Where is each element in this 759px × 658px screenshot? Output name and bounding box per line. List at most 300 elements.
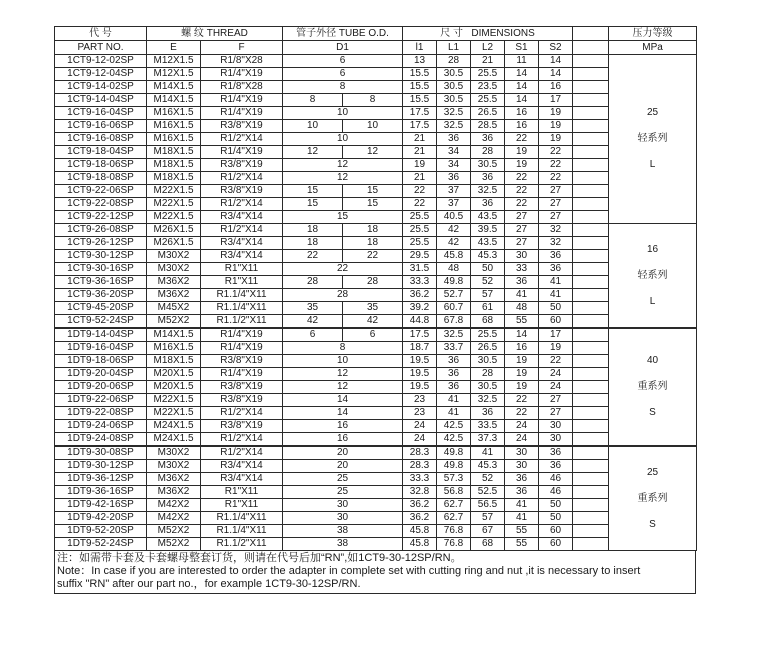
L1-cell: 62.7 [437, 499, 471, 512]
L1-cell: 45.8 [437, 250, 471, 263]
thread-f-cell: R1/4"X19 [201, 342, 283, 355]
L2-cell: 23.5 [471, 81, 505, 94]
thread-f-cell: R3/8"X19 [201, 394, 283, 407]
S1-cell: 19 [505, 368, 539, 381]
L2-cell: 28.5 [471, 120, 505, 133]
tube-d1-cell: 28 [283, 289, 403, 302]
table-row [55, 512, 697, 525]
column-gap [573, 446, 609, 460]
thread-f-cell: R1.1/2"X11 [201, 538, 283, 551]
thread-f-cell: R3/4"X14 [201, 250, 283, 263]
S2-cell: 14 [539, 55, 573, 68]
l1-cell: 21 [403, 172, 437, 185]
S2-cell: 36 [539, 446, 573, 460]
l1-cell: 25.5 [403, 211, 437, 224]
L1-cell: 56.8 [437, 486, 471, 499]
L1-cell: 42 [437, 224, 471, 237]
L2-cell: 36 [471, 133, 505, 146]
thread-e-cell: M14X1.5 [147, 328, 201, 342]
S1-cell: 14 [505, 68, 539, 81]
L2-cell: 52 [471, 473, 505, 486]
tube-d1-alt-cell: 12 [343, 146, 403, 159]
L1-cell: 30.5 [437, 81, 471, 94]
column-gap [573, 355, 609, 368]
table-row [55, 407, 697, 420]
L1-cell: 41 [437, 407, 471, 420]
L1-cell: 30.5 [437, 94, 471, 107]
L1-cell: 28 [437, 55, 471, 68]
S1-cell: 36 [505, 473, 539, 486]
L1-cell: 67.8 [437, 315, 471, 329]
L2-cell: 50 [471, 263, 505, 276]
table-row [55, 499, 697, 512]
l1-cell: 45.8 [403, 538, 437, 551]
L2-cell: 43.5 [471, 211, 505, 224]
S1-cell: 36 [505, 486, 539, 499]
thread-f-cell: R1/4"X19 [201, 328, 283, 342]
column-gap [573, 315, 609, 329]
header-gap [573, 41, 609, 55]
S1-cell: 36 [505, 276, 539, 289]
part-no-cell: 1CT9-16-08SP [55, 133, 147, 146]
S1-cell: 14 [505, 328, 539, 342]
table-row [55, 68, 697, 81]
thread-f-cell: R1.1/2"X11 [201, 315, 283, 329]
S2-cell: 50 [539, 302, 573, 315]
l1-cell: 36.2 [403, 499, 437, 512]
L2-cell: 32.5 [471, 185, 505, 198]
l1-cell: 15.5 [403, 68, 437, 81]
header-row-1 [55, 27, 697, 41]
tube-d1-header: D1 [283, 41, 403, 55]
L1-cell: 32.5 [437, 120, 471, 133]
thread-f-cell: R3/4"X14 [201, 473, 283, 486]
table-row [55, 185, 697, 198]
table-row [55, 211, 697, 224]
l1-cell: 17.5 [403, 328, 437, 342]
part-no-cell: 1DT9-36-12SP [55, 473, 147, 486]
S1-cell: 41 [505, 289, 539, 302]
thread-f-cell: R3/8"X19 [201, 185, 283, 198]
tube-d1-cell: 12 [283, 381, 403, 394]
tube-d1-cell: 20 [283, 460, 403, 473]
S2-cell: 27 [539, 394, 573, 407]
series-code: S [649, 407, 656, 418]
thread-e-cell: M18X1.5 [147, 172, 201, 185]
column-gap [573, 473, 609, 486]
l1-cell: 18.7 [403, 342, 437, 355]
thread-e-cell: M12X1.5 [147, 55, 201, 68]
tube-d1-cell: 8 [283, 342, 403, 355]
S2-cell: 17 [539, 328, 573, 342]
table-row [55, 394, 697, 407]
tube-d1-cell: 12 [283, 368, 403, 381]
l1-cell: 25.5 [403, 237, 437, 250]
pressure-header-zh: 压力等级 [609, 27, 697, 41]
table-row [55, 289, 697, 302]
thread-e-cell: M30X2 [147, 446, 201, 460]
S2-cell: 30 [539, 420, 573, 433]
pressure-mpa: 25 [646, 466, 659, 478]
S2-cell: 27 [539, 407, 573, 420]
S1-cell: 30 [505, 250, 539, 263]
S2-cell: 27 [539, 185, 573, 198]
S1-cell: 22 [505, 198, 539, 211]
tube-d1-alt-cell: 15 [343, 185, 403, 198]
column-gap [573, 263, 609, 276]
part-no-cell: 1CT9-12-04SP [55, 68, 147, 81]
table-row [55, 460, 697, 473]
column-gap [573, 159, 609, 172]
tube-d1-cell: 15 [283, 198, 343, 211]
l1-cell: 44.8 [403, 315, 437, 329]
part-no-cell: 1CT9-30-16SP [55, 263, 147, 276]
S2-cell: 30 [539, 433, 573, 447]
L2-cell: 57 [471, 289, 505, 302]
table-row [55, 107, 697, 120]
l1-cell: 39.2 [403, 302, 437, 315]
tube-d1-cell: 12 [283, 146, 343, 159]
part-no-cell: 1CT9-22-08SP [55, 198, 147, 211]
series-code: L [649, 295, 656, 307]
column-gap [573, 328, 609, 342]
part-no-cell: 1CT9-14-04SP [55, 94, 147, 107]
S1-cell: 24 [505, 433, 539, 447]
S2-cell: 24 [539, 368, 573, 381]
S2-cell: 32 [539, 237, 573, 250]
thread-f-cell: R1"X11 [201, 486, 283, 499]
thread-f-cell: R3/4"X14 [201, 237, 283, 250]
thread-e-cell: M22X1.5 [147, 185, 201, 198]
thread-f-cell: R3/8"X19 [201, 355, 283, 368]
table-row [55, 120, 697, 133]
S1-cell: 30 [505, 460, 539, 473]
thread-e-cell: M22X1.5 [147, 211, 201, 224]
l1-cell: 19.5 [403, 368, 437, 381]
tube-d1-cell: 10 [283, 355, 403, 368]
thread-e-cell: M26X1.5 [147, 224, 201, 237]
part-no-cell: 1DT9-36-16SP [55, 486, 147, 499]
table-row [55, 433, 697, 447]
part-no-cell: 1DT9-20-06SP [55, 381, 147, 394]
L2-cell: 41 [471, 446, 505, 460]
part-no-header: PART NO. [55, 41, 147, 55]
part-no-cell: 1DT9-18-06SP [55, 355, 147, 368]
S1-cell: 14 [505, 94, 539, 107]
l1-cell: 24 [403, 420, 437, 433]
L1-cell: 36 [437, 355, 471, 368]
L2-cell: 52.5 [471, 486, 505, 499]
column-gap [573, 407, 609, 420]
thread-f-cell: R1"X11 [201, 276, 283, 289]
tube-d1-cell: 20 [283, 446, 403, 460]
column-gap [573, 512, 609, 525]
L1-header: L1 [437, 41, 471, 55]
thread-f-cell: R1/8"X28 [201, 55, 283, 68]
thread-e-cell: M30X2 [147, 250, 201, 263]
thread-f-cell: R1"X11 [201, 263, 283, 276]
S2-cell: 41 [539, 289, 573, 302]
l1-cell: 36.2 [403, 512, 437, 525]
L1-cell: 36 [437, 368, 471, 381]
column-gap [573, 289, 609, 302]
part-no-cell: 1CT9-22-12SP [55, 211, 147, 224]
tube-d1-cell: 12 [283, 172, 403, 185]
L1-cell: 76.8 [437, 538, 471, 551]
thread-e-cell: M14X1.5 [147, 94, 201, 107]
thread-f-cell: R1.1/4"X11 [201, 525, 283, 538]
tube-d1-cell: 10 [283, 107, 403, 120]
l1-cell: 23 [403, 394, 437, 407]
column-gap [573, 250, 609, 263]
L2-cell: 36 [471, 198, 505, 211]
l1-cell: 36.2 [403, 289, 437, 302]
series-code: S [649, 518, 656, 530]
note-zh: 注：如需带卡套及卡套螺母整套订货，则请在代号后加“RN”,如1CT9-30-12SP/RN。 [57, 552, 462, 564]
thread-e-cell: M42X2 [147, 499, 201, 512]
part-no-cell: 1DT9-42-20SP [55, 512, 147, 525]
L1-cell: 52.7 [437, 289, 471, 302]
L1-cell: 40.5 [437, 211, 471, 224]
thread-f-cell: R1/2"X14 [201, 133, 283, 146]
S1-cell: 27 [505, 237, 539, 250]
pressure-group-cell [609, 446, 697, 551]
table-row [55, 55, 697, 68]
L1-cell: 37 [437, 198, 471, 211]
L2-cell: 68 [471, 315, 505, 329]
table-row [55, 198, 697, 211]
column-gap [573, 460, 609, 473]
S2-cell: 46 [539, 486, 573, 499]
L2-cell: 30.5 [471, 355, 505, 368]
S2-cell: 17 [539, 94, 573, 107]
S1-cell: 55 [505, 315, 539, 329]
tube-d1-alt-cell: 6 [343, 328, 403, 342]
L2-cell: 67 [471, 525, 505, 538]
tube-d1-cell: 38 [283, 538, 403, 551]
part-no-cell: 1CT9-18-04SP [55, 146, 147, 159]
thread-f-cell: R1/8"X28 [201, 81, 283, 94]
l1-cell: 22 [403, 185, 437, 198]
thread-f-cell: R1/2"X14 [201, 446, 283, 460]
part-no-cell: 1DT9-24-08SP [55, 433, 147, 447]
thread-e-cell: M16X1.5 [147, 120, 201, 133]
pressure-mpa: 16 [646, 243, 659, 255]
part-no-cell: 1CT9-26-08SP [55, 224, 147, 237]
L2-header: L2 [471, 41, 505, 55]
S1-cell: 27 [505, 224, 539, 237]
tube-d1-cell: 16 [283, 420, 403, 433]
thread-f-cell: R3/8"X19 [201, 420, 283, 433]
part-no-cell: 1DT9-14-04SP [55, 328, 147, 342]
S1-cell: 27 [505, 211, 539, 224]
column-gap [573, 120, 609, 133]
L2-cell: 61 [471, 302, 505, 315]
S1-cell: 41 [505, 512, 539, 525]
l1-cell: 22 [403, 198, 437, 211]
l1-cell: 17.5 [403, 120, 437, 133]
part-no-cell: 1CT9-26-12SP [55, 237, 147, 250]
l1-cell: 19 [403, 159, 437, 172]
thread-f-cell: R3/4"X14 [201, 460, 283, 473]
L2-cell: 25.5 [471, 328, 505, 342]
tube-d1-cell: 8 [283, 81, 403, 94]
L2-cell: 37.3 [471, 433, 505, 447]
tube-d1-alt-cell: 35 [343, 302, 403, 315]
S1-cell: 16 [505, 342, 539, 355]
tube-d1-cell: 12 [283, 159, 403, 172]
L1-cell: 36 [437, 381, 471, 394]
series-code: L [649, 159, 656, 170]
thread-f-cell: R1/4"X19 [201, 68, 283, 81]
column-gap [573, 146, 609, 159]
S2-cell: 22 [539, 159, 573, 172]
L1-cell: 76.8 [437, 525, 471, 538]
thread-e-cell: M16X1.5 [147, 342, 201, 355]
tube-d1-alt-cell: 10 [343, 120, 403, 133]
L1-cell: 62.7 [437, 512, 471, 525]
S2-cell: 60 [539, 315, 573, 329]
S1-cell: 22 [505, 407, 539, 420]
note-en-line-2: suffix "RN" after our part no.，for example 1CT9-30-12SP/RN. [57, 578, 361, 590]
L2-cell: 36 [471, 172, 505, 185]
tube-d1-cell: 15 [283, 185, 343, 198]
tube-d1-alt-cell: 28 [343, 276, 403, 289]
S2-cell: 19 [539, 133, 573, 146]
dimensions-header: 尺 寸 DIMENSIONS [403, 27, 573, 41]
table-row [55, 328, 697, 342]
tube-d1-cell: 22 [283, 263, 403, 276]
S1-cell: 22 [505, 133, 539, 146]
table-row [55, 355, 697, 368]
part-no-cell: 1CT9-45-20SP [55, 302, 147, 315]
l1-header: l1 [403, 41, 437, 55]
column-gap [573, 185, 609, 198]
S2-cell: 46 [539, 473, 573, 486]
tube-d1-cell: 28 [283, 276, 343, 289]
thread-e-cell: M14X1.5 [147, 81, 201, 94]
tube-d1-cell: 22 [283, 250, 343, 263]
thread-e-header: E [147, 41, 201, 55]
thread-f-cell: R3/8"X19 [201, 120, 283, 133]
l1-cell: 17.5 [403, 107, 437, 120]
column-gap [573, 94, 609, 107]
tube-d1-cell: 14 [283, 394, 403, 407]
L1-cell: 57.3 [437, 473, 471, 486]
pressure-group-cell [609, 55, 697, 224]
thread-e-cell: M45X2 [147, 302, 201, 315]
tube-d1-alt-cell: 42 [343, 315, 403, 329]
table-row [55, 133, 697, 146]
thread-f-cell: R3/8"X19 [201, 381, 283, 394]
L1-cell: 34 [437, 159, 471, 172]
part-no-cell: 1DT9-16-04SP [55, 342, 147, 355]
thread-f-cell: R1.1/4"X11 [201, 512, 283, 525]
L1-cell: 60.7 [437, 302, 471, 315]
part-no-cell: 1CT9-18-06SP [55, 159, 147, 172]
l1-cell: 23 [403, 407, 437, 420]
series-name-zh: 重系列 [637, 381, 668, 392]
tube-d1-cell: 38 [283, 525, 403, 538]
l1-cell: 13 [403, 55, 437, 68]
L1-cell: 42.5 [437, 433, 471, 447]
column-gap [573, 486, 609, 499]
part-no-cell: 1DT9-22-08SP [55, 407, 147, 420]
table-row [55, 342, 697, 355]
table-row [55, 473, 697, 486]
series-name-zh: 轻系列 [637, 269, 668, 281]
table-row [55, 237, 697, 250]
column-gap [573, 433, 609, 447]
dimension-table [54, 26, 697, 551]
column-gap [573, 538, 609, 551]
S1-cell: 55 [505, 525, 539, 538]
column-gap [573, 68, 609, 81]
S2-cell: 16 [539, 81, 573, 94]
S1-cell: 14 [505, 81, 539, 94]
thread-e-cell: M52X2 [147, 315, 201, 329]
l1-cell: 21 [403, 133, 437, 146]
thread-e-cell: M22X1.5 [147, 198, 201, 211]
L2-cell: 26.5 [471, 107, 505, 120]
tube-d1-cell: 25 [283, 486, 403, 499]
tube-d1-cell: 18 [283, 224, 343, 237]
column-gap [573, 342, 609, 355]
pressure-group-cell [609, 224, 697, 329]
tube-d1-cell: 42 [283, 315, 343, 329]
S2-cell: 50 [539, 499, 573, 512]
l1-cell: 28.3 [403, 460, 437, 473]
column-gap [573, 55, 609, 68]
tube-d1-alt-cell: 18 [343, 237, 403, 250]
thread-f-cell: R1/2"X14 [201, 198, 283, 211]
L2-cell: 21 [471, 55, 505, 68]
L2-cell: 25.5 [471, 94, 505, 107]
S1-cell: 48 [505, 302, 539, 315]
S2-cell: 22 [539, 355, 573, 368]
S2-cell: 32 [539, 224, 573, 237]
L1-cell: 32.5 [437, 107, 471, 120]
part-no-cell: 1CT9-30-12SP [55, 250, 147, 263]
thread-e-cell: M18X1.5 [147, 146, 201, 159]
part-no-cell: 1DT9-24-06SP [55, 420, 147, 433]
thread-f-cell: R3/4"X14 [201, 211, 283, 224]
S1-cell: 19 [505, 159, 539, 172]
part-no-cell: 1DT9-30-12SP [55, 460, 147, 473]
S2-cell: 60 [539, 525, 573, 538]
thread-e-cell: M24X1.5 [147, 420, 201, 433]
column-gap [573, 107, 609, 120]
table-row [55, 486, 697, 499]
S1-cell: 33 [505, 263, 539, 276]
pressure-unit-header: MPa [609, 41, 697, 55]
S1-cell: 11 [505, 55, 539, 68]
thread-e-cell: M16X1.5 [147, 133, 201, 146]
thread-e-cell: M42X2 [147, 512, 201, 525]
L1-cell: 49.8 [437, 460, 471, 473]
tube-d1-cell: 14 [283, 407, 403, 420]
column-gap [573, 394, 609, 407]
column-gap [573, 525, 609, 538]
tube-d1-cell: 16 [283, 433, 403, 447]
table-row [55, 81, 697, 94]
part-no-cell: 1DT9-52-24SP [55, 538, 147, 551]
l1-cell: 15.5 [403, 81, 437, 94]
thread-e-cell: M18X1.5 [147, 355, 201, 368]
L2-cell: 28 [471, 368, 505, 381]
part-no-cell: 1CT9-22-06SP [55, 185, 147, 198]
S2-cell: 50 [539, 512, 573, 525]
